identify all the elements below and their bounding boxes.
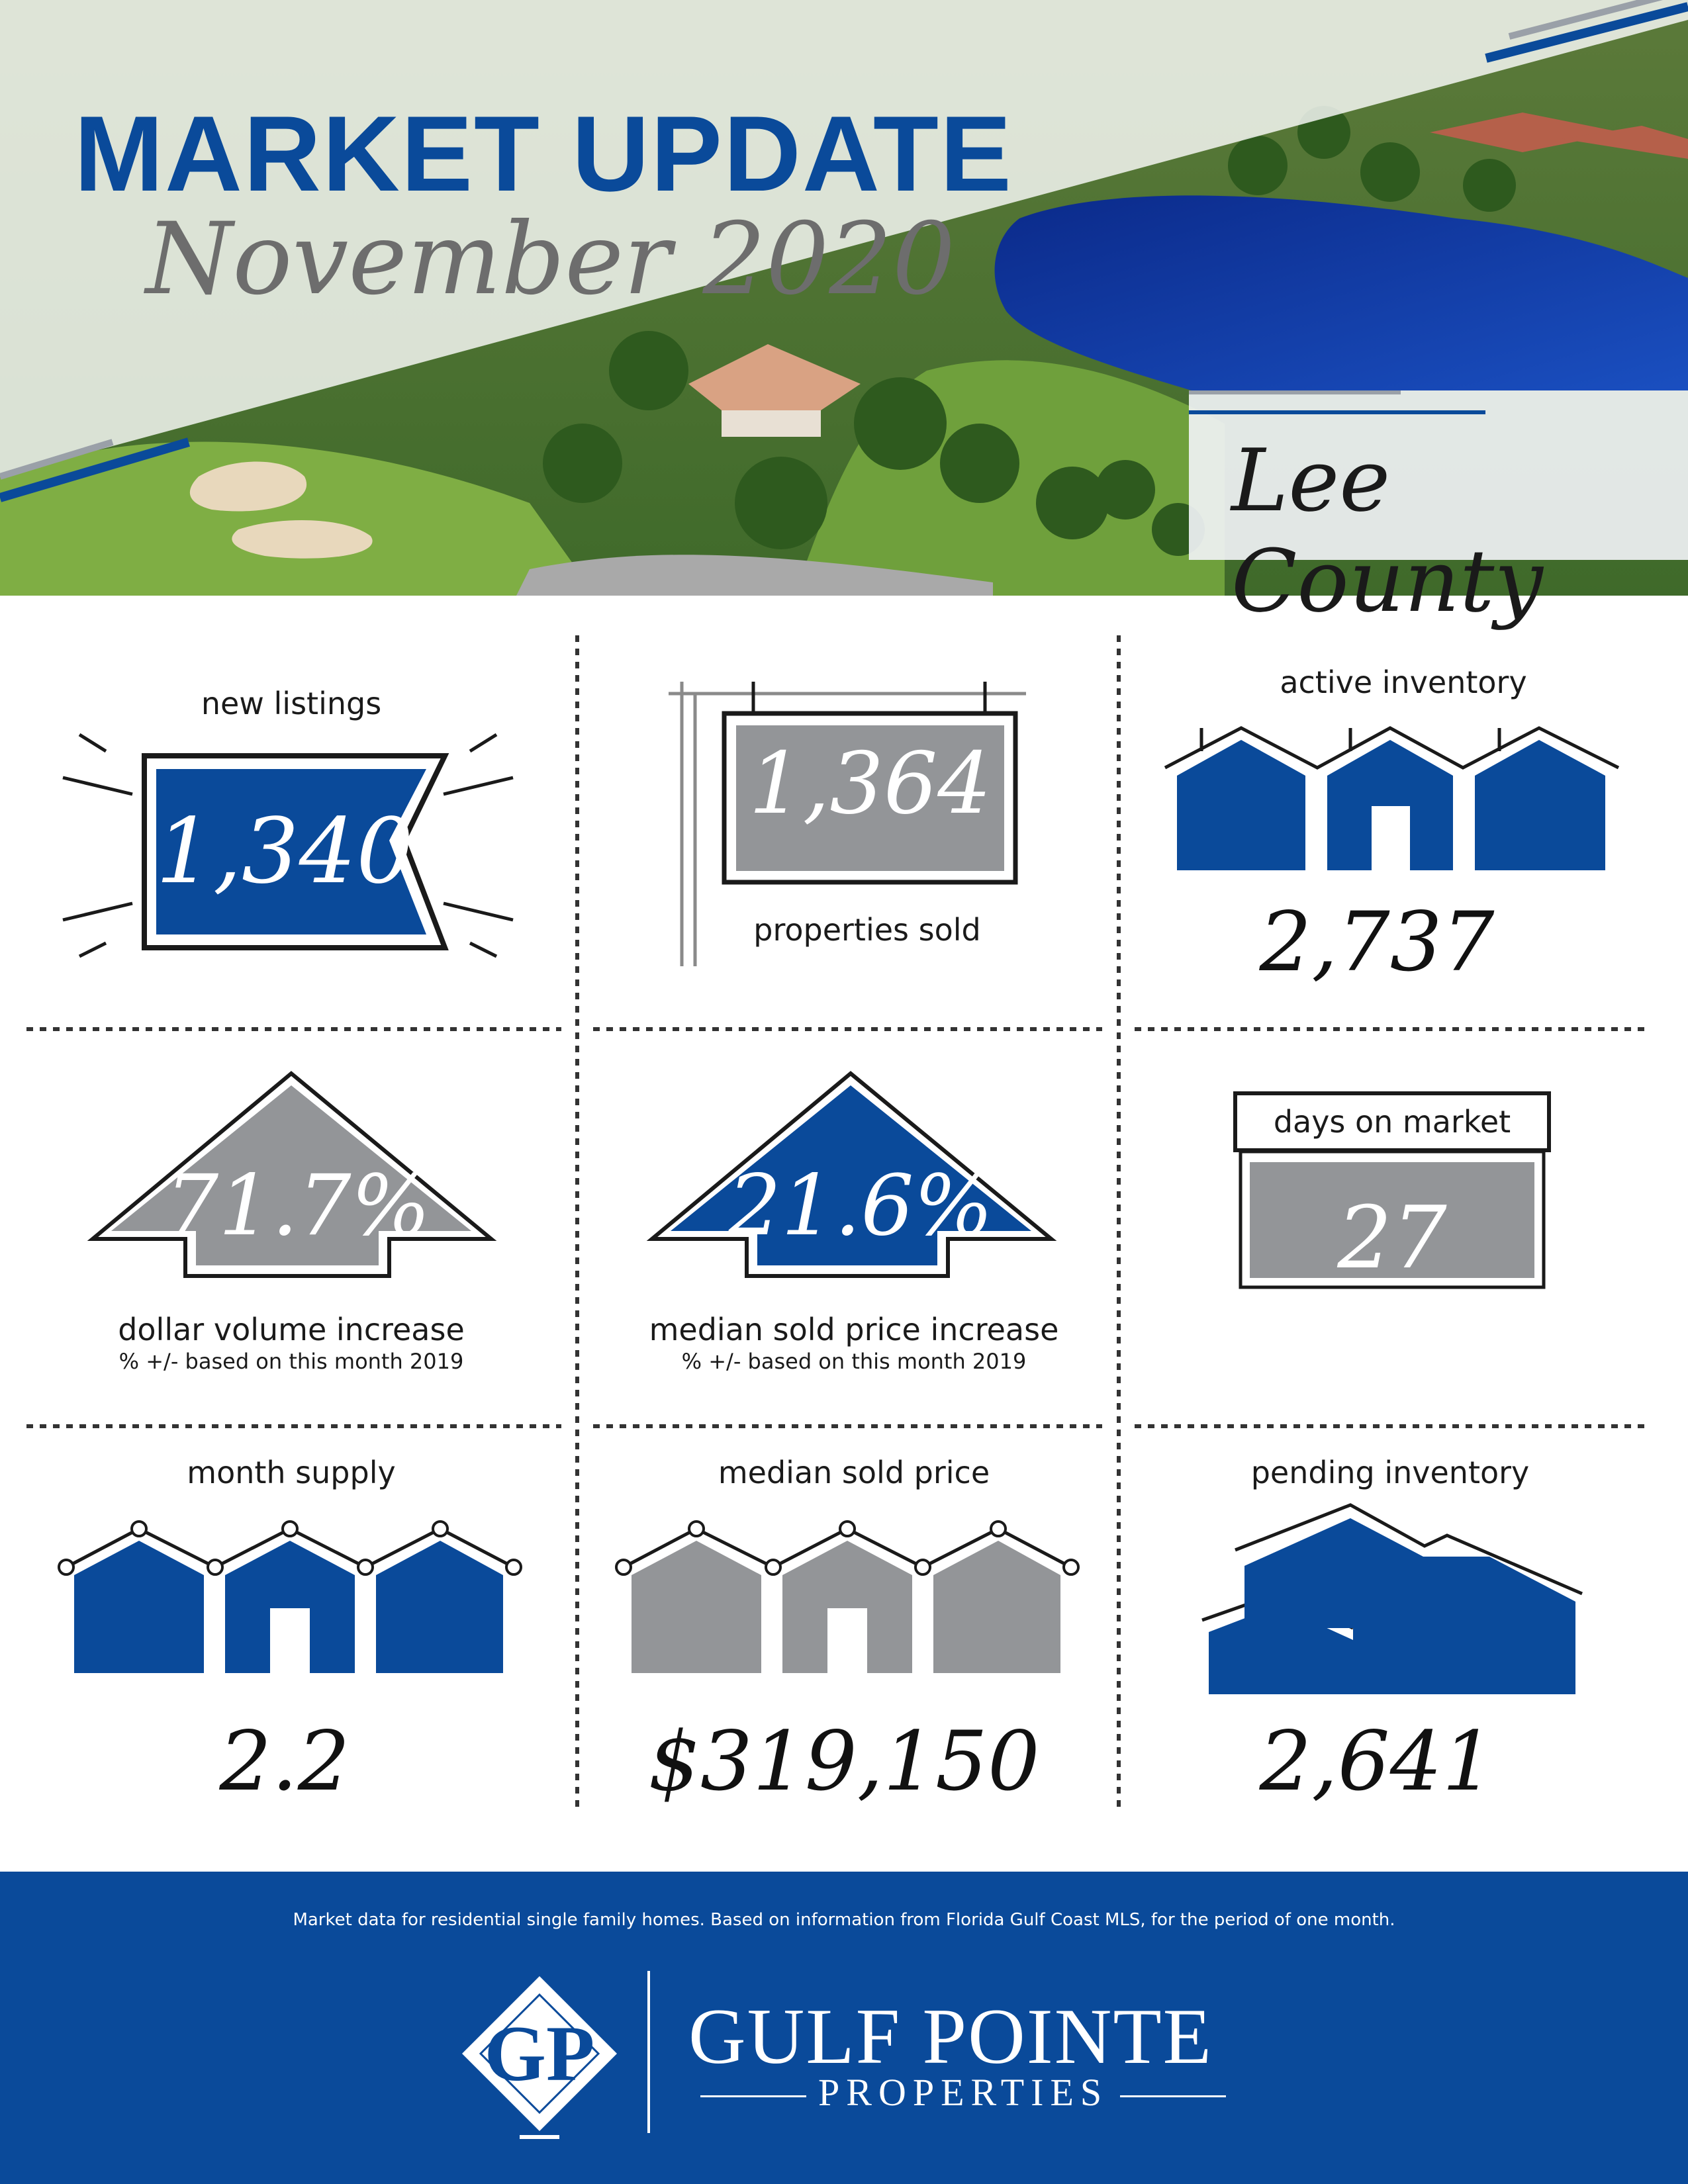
house-cluster-icon [1202, 1505, 1582, 1694]
new-listings-label: new listings [201, 686, 382, 721]
logo-divider [647, 1971, 650, 2133]
brand-rule-right [1120, 2095, 1226, 2097]
region-name: Lee County [1231, 430, 1543, 631]
median-sold-price-label: median sold price [718, 1455, 990, 1490]
month-supply-label: month supply [187, 1455, 396, 1490]
dollar-volume-note: % +/- based on this month 2019 [118, 1349, 464, 1374]
active-inventory-label: active inventory [1280, 664, 1527, 700]
houses-icon [59, 1522, 521, 1673]
page-title: MARKET UPDATE [74, 94, 1013, 214]
houses-icon [616, 1522, 1078, 1673]
days-on-market-label: days on market [1273, 1104, 1511, 1140]
properties-sold-value: 1,364 [749, 735, 992, 833]
new-listings-value: 1,340 [156, 799, 414, 904]
brand-rule-left [700, 2095, 806, 2097]
decorative-rule [1189, 390, 1401, 394]
dollar-volume-label: dollar volume increase [118, 1312, 465, 1347]
decorative-rule [1189, 410, 1485, 414]
brand-name: GULF POINTE [688, 1992, 1213, 2080]
properties-sold-label: properties sold [753, 912, 981, 948]
median-price-increase-note: % +/- based on this month 2019 [681, 1349, 1027, 1374]
month-supply-value: 2.2 [219, 1714, 350, 1809]
brand-subtitle-row [688, 2070, 1231, 2115]
active-inventory-value: 2,737 [1259, 895, 1495, 990]
brand-subtitle: PROPERTIES [818, 2071, 1109, 2114]
median-price-increase-value: 21.6% [728, 1157, 994, 1254]
median-price-increase-label: median sold price increase [649, 1312, 1059, 1347]
market-data-disclaimer: Market data for residential single family homes. Based on information from Florida Gulf Coast MLS, for the period of one month. [293, 1910, 1395, 1930]
pending-inventory-value: 2,641 [1259, 1714, 1495, 1809]
gulf-pointe-logo-icon [457, 1971, 622, 2143]
houses-icon [1165, 728, 1618, 870]
days-on-market-value: 27 [1337, 1187, 1447, 1288]
page-subtitle-date: November 2020 [146, 202, 956, 317]
pending-inventory-label: pending inventory [1250, 1455, 1530, 1490]
logo-monogram: GP [484, 2009, 595, 2097]
footer [0, 1872, 1688, 2184]
dollar-volume-value: 71.7% [165, 1157, 431, 1254]
median-sold-price-value: $319,150 [648, 1714, 1040, 1809]
